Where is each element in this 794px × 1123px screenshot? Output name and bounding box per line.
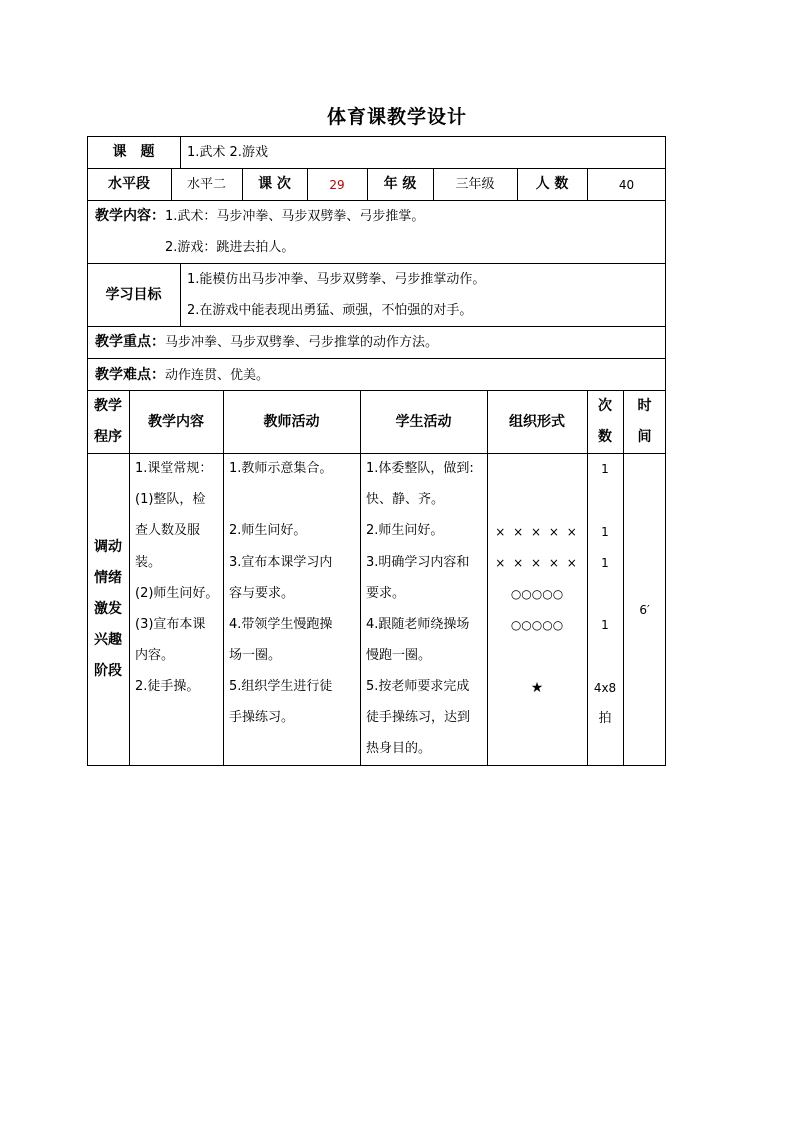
student-activity-line: 1.体委整队，做到: (366, 461, 474, 476)
formation-row-circles: ○○○○○ (510, 618, 564, 632)
col-divider (129, 390, 130, 766)
difficulty (95, 367, 269, 384)
teacher-activity-line: 场一圈。 (229, 648, 282, 663)
lesson-number-value: 29 (329, 178, 345, 192)
difficulty-label: 教学难点： (95, 367, 165, 383)
header-times-2: 数 (598, 429, 612, 445)
header-duration-1: 时 (637, 398, 652, 414)
phase-name-1: 调动 (94, 539, 122, 555)
teaching-content-line2: 2.游戏：跳进去拍人。 (165, 240, 295, 255)
teacher-activity-line: 3.宣布本课学习内 (229, 555, 333, 570)
header-procedure-2: 程序 (94, 429, 122, 445)
formation-row-students: × × × × × (495, 525, 579, 539)
content-line: 装。 (135, 555, 162, 570)
formation-row-circles: ○○○○○ (510, 587, 564, 601)
level-label: 水平段 (108, 176, 150, 192)
key-point-value: 马步冲拳、马步双劈拳、弓步推掌的动作方法。 (165, 335, 439, 350)
times-value: 1 (601, 618, 609, 632)
student-activity-line: 4.跟随老师绕操场 (366, 617, 470, 632)
teacher-activity-line: 5.组织学生进行徒 (229, 679, 333, 694)
content-line: (1)整队，检 (135, 492, 206, 507)
times-value: 1 (601, 525, 609, 539)
learning-goal-2: 2.在游戏中能表现出勇猛、顽强，不怕强的对手。 (187, 303, 473, 318)
row-divider (87, 453, 666, 454)
header-organization: 组织形式 (509, 414, 565, 430)
teaching-content-label: 教学内容： (95, 208, 165, 224)
times-value: 1 (601, 462, 609, 476)
col-divider (360, 390, 361, 766)
col-divider (180, 263, 181, 326)
row-divider (87, 263, 666, 264)
grade-label: 年 级 (383, 176, 417, 192)
header-times-1: 次 (598, 398, 612, 414)
content-line: 内容。 (135, 648, 175, 663)
lesson-plan-table (87, 136, 666, 766)
col-divider (623, 390, 624, 766)
learning-goal-1: 1.能模仿出马步冲拳、马步双劈拳、弓步推掌动作。 (187, 272, 486, 287)
row-divider (87, 390, 666, 391)
difficulty-value: 动作连贯、优美。 (165, 368, 270, 383)
phase-name-3: 激发 (94, 601, 122, 617)
header-teacher-activity: 教师活动 (263, 414, 320, 430)
lesson-number-label: 课 次 (258, 176, 291, 192)
formation-row-students: × × × × × (495, 556, 579, 570)
header-student-activity: 学生活动 (395, 414, 452, 430)
student-activity-line: 快、静、齐。 (366, 492, 445, 507)
row-divider (87, 200, 666, 201)
teacher-activity-line: 1.教师示意集合。 (229, 461, 333, 476)
student-count-value: 40 (618, 178, 635, 192)
student-activity-line: 要求。 (366, 586, 406, 601)
student-activity-line: 3.明确学习内容和 (366, 555, 470, 570)
student-activity-line: 5.按老师要求完成 (366, 679, 470, 694)
topic-value: 1.武术 2.游戏 (187, 145, 268, 160)
teacher-activity-line: 4.带领学生慢跑操 (229, 617, 333, 632)
col-divider (223, 390, 224, 766)
header-duration-2: 间 (637, 429, 652, 445)
col-divider (487, 390, 488, 766)
content-line: 2.徒手操。 (135, 679, 200, 694)
key-point-label: 教学重点： (95, 334, 165, 350)
learning-goals-label: 学习目标 (105, 287, 162, 303)
duration-value: 6′ (639, 603, 650, 617)
student-activity-line: 慢跑一圈。 (366, 648, 432, 663)
content-line: 查人数及服 (135, 523, 201, 538)
teacher-star-icon: ★ (530, 680, 544, 696)
teacher-activity-line: 手操练习。 (229, 710, 295, 725)
row-divider (87, 168, 666, 169)
row-divider (87, 326, 666, 327)
teacher-activity-line: 2.师生问好。 (229, 523, 307, 538)
header-content: 教学内容 (148, 414, 204, 430)
teaching-content (95, 208, 424, 225)
level-value: 水平二 (186, 177, 226, 192)
teacher-activity-line: 容与要求。 (229, 586, 295, 601)
col-divider (180, 136, 181, 168)
col-divider (587, 390, 588, 766)
student-count-label: 人 数 (535, 176, 569, 192)
content-line: 1.课堂常规： (135, 461, 213, 476)
times-value: 1 (601, 556, 609, 570)
document-title: 体育课教学设计 (326, 106, 467, 128)
row-divider (87, 358, 666, 359)
key-point (95, 334, 438, 351)
student-activity-line: 徒手操练习，达到 (366, 710, 471, 725)
phase-name-2: 情绪 (94, 570, 122, 586)
phase-name-4: 兴趣 (94, 632, 122, 648)
header-procedure-1: 教学 (94, 398, 122, 414)
phase-name-5: 阶段 (94, 663, 122, 679)
times-value: 4x8 (593, 681, 617, 695)
grade-value: 三年级 (455, 177, 495, 192)
teaching-content-line1: 1.武术：马步冲拳、马步双劈拳、弓步推掌。 (165, 209, 425, 224)
student-activity-line: 2.师生问好。 (366, 523, 444, 538)
student-activity-line: 热身目的。 (366, 741, 432, 756)
content-line: (3)宣布本课 (135, 617, 206, 632)
times-value: 拍 (598, 711, 612, 726)
content-line: (2)师生问好。 (135, 586, 219, 601)
topic-label: 课 题 (112, 144, 155, 160)
